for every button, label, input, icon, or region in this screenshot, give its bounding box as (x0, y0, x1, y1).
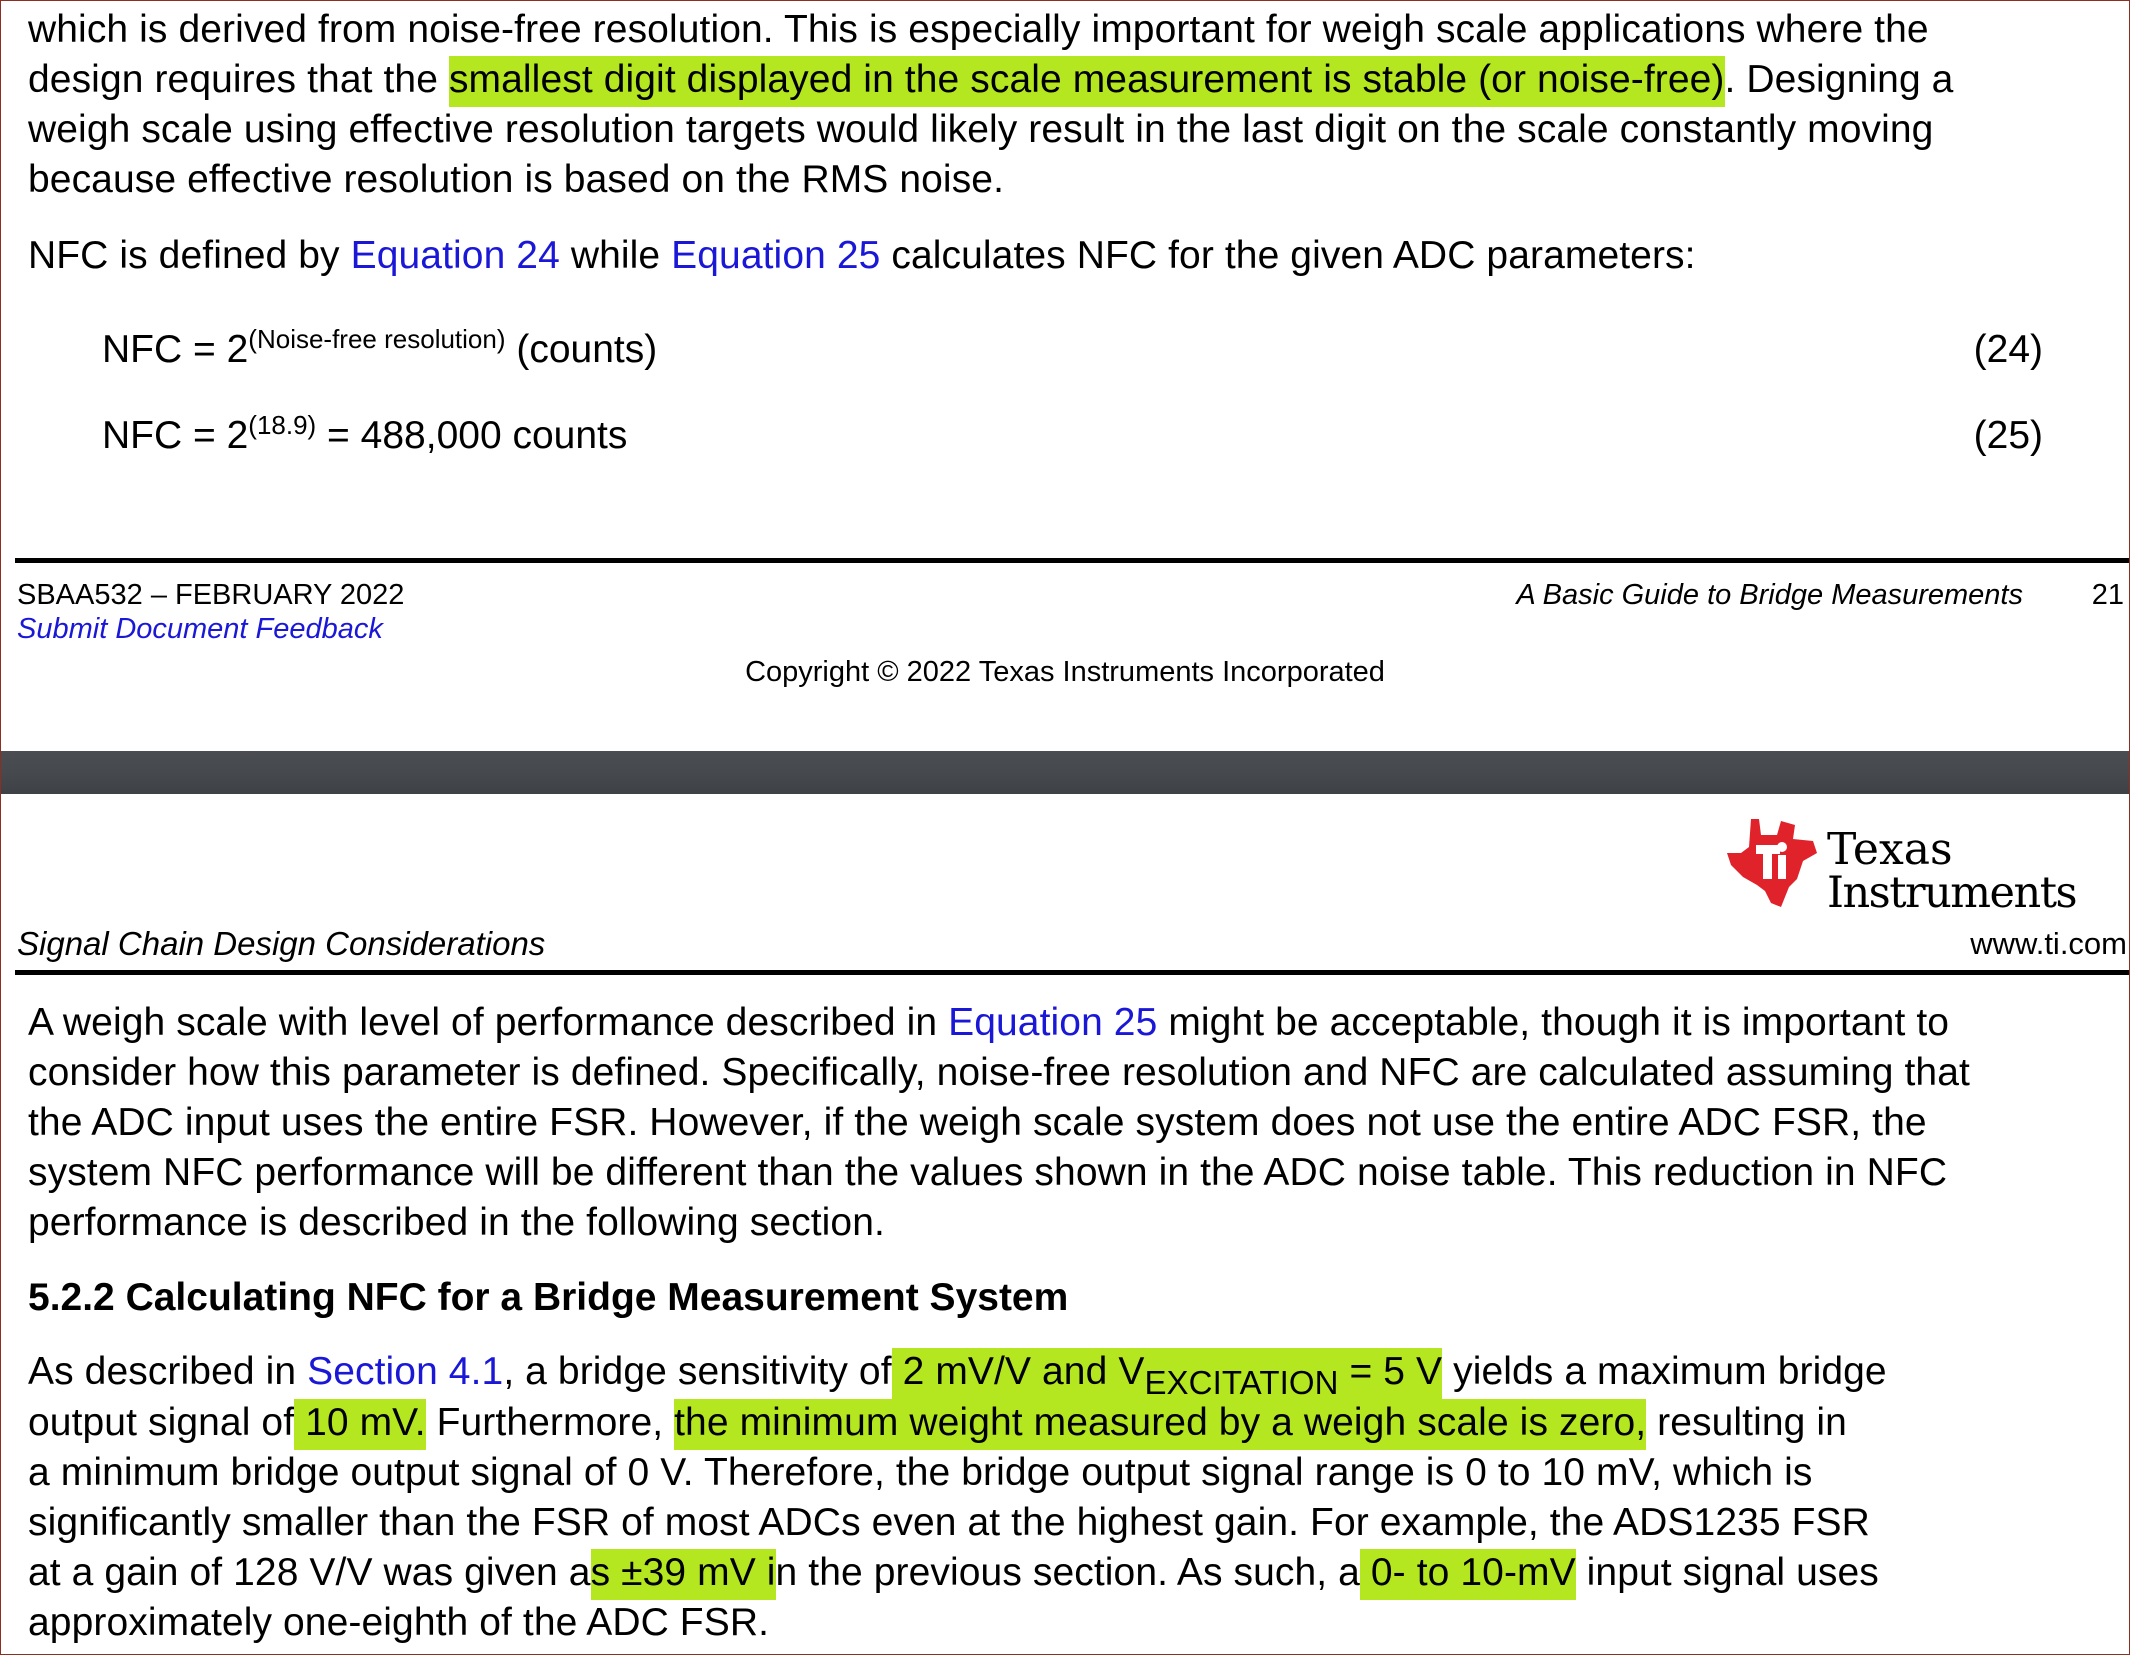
highlight[interactable]: the minimum weight measured by a weigh scale is zero, (674, 1399, 1646, 1450)
ti-state-icon (1723, 817, 1819, 911)
text-line: might be acceptable, though it is important to (1157, 1001, 1950, 1044)
text-line: the ADC input uses the entire FSR. However, if the weigh scale system does not use the entire ADC FSR, the (28, 1101, 1927, 1144)
equation-24: NFC = $2^{(Noise-free resolution)}$ (counts) (102, 324, 658, 371)
section-heading: 5.2.2 Calculating NFC for a Bridge Measurement System (28, 1276, 1069, 1319)
equation-number: (24) (1973, 328, 2043, 371)
equation-25-link[interactable]: Equation 25 (948, 1001, 1158, 1044)
page-gap (1, 751, 2129, 794)
highlight[interactable]: 0- to 10-mV (1360, 1549, 1576, 1600)
body-paragraph (28, 5, 1953, 205)
submit-feedback-link[interactable]: Submit Document Feedback (17, 613, 383, 645)
highlight[interactable]: 2 mV/V and $V_{EXCITATION} = 5$ V (891, 1350, 1443, 1401)
text-line: yields a maximum bridge (1442, 1350, 1887, 1393)
highlight[interactable]: smallest digit displayed in the scale measurement is stable (or noise-free) (449, 56, 1725, 107)
text-line: input signal uses (1575, 1551, 1879, 1594)
equation-number: (25) (1973, 414, 2043, 457)
text-line: approximately one-eighth of the ADC FSR. (28, 1601, 770, 1644)
body-paragraph (28, 231, 1696, 281)
text-line: resulting in (1646, 1401, 1847, 1444)
header-rule (15, 970, 2129, 975)
website-link[interactable]: www.ti.com (1970, 926, 2127, 961)
text-line: at a gain of 128 V/V was given a (28, 1551, 591, 1594)
text-line: performance is described in the following section. (28, 1201, 885, 1244)
text-line: consider how this parameter is defined. Specifically, noise-free resolution and NFC are calculated assuming that (28, 1051, 1970, 1094)
section-4-1-link[interactable]: Section 4.1 (307, 1350, 504, 1393)
text-line: which is derived from noise-free resolution. This is especially important for weigh scale applications where the (28, 8, 1929, 51)
text-line: n the previous section. As such, a (775, 1551, 1360, 1594)
equation-25: NFC = $2^{(18.9)} = 488,000$ counts (102, 410, 628, 457)
text-line: because effective resolution is based on the RMS noise. (28, 158, 1005, 201)
highlight[interactable]: 10 mV. (294, 1399, 426, 1450)
exponent: (18.9) (248, 410, 317, 440)
body-paragraph (28, 1347, 1887, 1648)
text-line: NFC is defined by (28, 234, 351, 277)
page-number: 21 (2091, 579, 2124, 611)
exponent: (Noise-free resolution) (248, 324, 506, 354)
equation-24-link[interactable]: Equation 24 (350, 234, 560, 277)
running-header-section: Signal Chain Design Considerations (17, 925, 546, 962)
footer-rule (15, 558, 2129, 563)
body-paragraph (28, 998, 1970, 1248)
pdf-page-21 (1, 1, 2129, 751)
equation-25-link[interactable]: Equation 25 (671, 234, 881, 277)
ti-logo (1723, 817, 2129, 917)
text-line: , a bridge sensitivity of (503, 1350, 892, 1393)
text-line: As described in (28, 1350, 308, 1393)
footer-doc-title: A Basic Guide to Bridge Measurements (1516, 579, 2023, 611)
text-line: design requires that the (28, 58, 449, 101)
text-line: A weigh scale with level of performance described in (28, 1001, 949, 1044)
text-line: output signal of (28, 1401, 295, 1444)
copyright: Copyright © 2022 Texas Instruments Incorporated (745, 656, 1385, 688)
logo-line-texas: Texas (1827, 824, 1953, 875)
text-line: a minimum bridge output signal of 0 V. Therefore, the bridge output signal range is 0 to 10 mV, which is (28, 1451, 1813, 1494)
highlight[interactable]: s ±39 mV i (591, 1549, 776, 1600)
text-line: weigh scale using effective resolution targets would likely result in the last digit on the scale constantly moving (28, 108, 1934, 151)
text-line: significantly smaller than the FSR of most ADCs even at the highest gain. For example, the ADS1235 FSR (28, 1501, 1870, 1544)
text-line: calculates NFC for the given ADC parameters: (880, 234, 1696, 277)
footer-doc-id: SBAA532 – FEBRUARY 2022 (17, 579, 405, 611)
text-line: system NFC performance will be different than the values shown in the ADC noise table. This reduction in NFC (28, 1151, 1948, 1194)
logo-line-instruments: Instruments (1827, 868, 2077, 918)
pdf-page-22 (1, 794, 2129, 1655)
text-line: Furthermore, (425, 1401, 675, 1444)
text-line: . Designing a (1724, 58, 1954, 101)
text-line: while (559, 234, 672, 277)
